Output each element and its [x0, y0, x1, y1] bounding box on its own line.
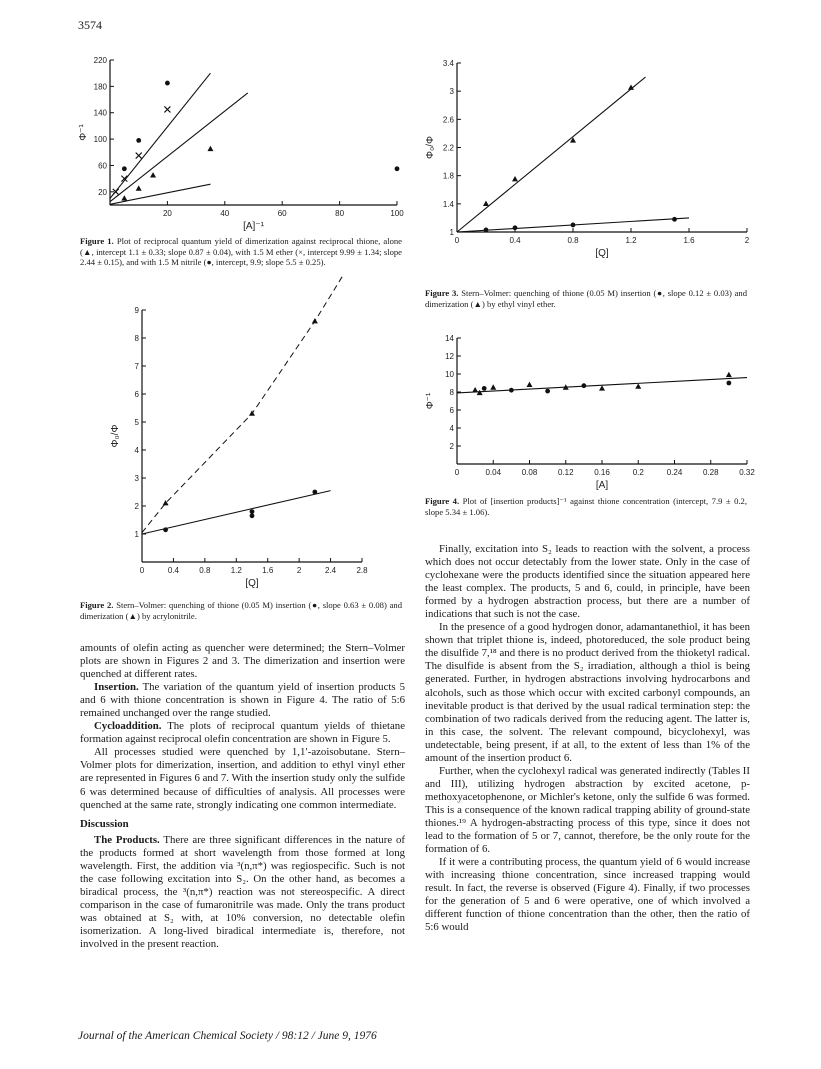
data-point: [483, 201, 489, 206]
x-tick-label: 0.04: [485, 468, 502, 477]
x-tick-label: 0.4: [509, 236, 521, 245]
right-paragraph-1: Finally, excitation into S₂ leads to reaction with the solvent, a process which does not occur detectably from the lower state. Only in the case of cyclohexane were the products identified since the situation appeared here the least complex. The products, 5 and 6, could, in principle, have been formed by a hydrogen abstraction process, but there are a number of indications that such is not the case.: [425, 543, 750, 621]
x-tick-label: 0: [454, 236, 460, 245]
data-point: [509, 388, 514, 393]
data-point: [395, 166, 400, 171]
y-axis-label: Φ⁻¹: [78, 124, 89, 141]
products-heading: The Products.: [94, 833, 160, 846]
series-fit-line: [457, 77, 646, 232]
x-tick-label: 0.4: [167, 566, 179, 575]
x-tick-label: 0.28: [702, 468, 719, 477]
figure-2-chart: [100, 300, 380, 590]
right-paragraph-4: If it were a contributing process, the quantum yield of 6 would increase with increasing thione concentration, since increased trapping would result. In fact, the reverse is observed (Figure 4). Finally, if two processes for the generation of 5 and 6 were operative, one of which involved a different function of thione concentration than the other, then the ratio of 5:6 would: [425, 856, 750, 934]
data-point: [150, 172, 156, 177]
y-tick-label: 1: [134, 530, 139, 539]
x-tick-label: 2: [744, 236, 750, 245]
x-tick-label: 1.2: [230, 566, 242, 575]
x-tick-label: 2.8: [356, 566, 368, 575]
figure-2-caption: [80, 600, 402, 621]
figure-1-caption: [80, 236, 402, 268]
y-tick-label: 3: [449, 87, 454, 97]
y-tick-label: 6: [134, 390, 139, 399]
figure-3-chart: [425, 55, 755, 280]
data-point: [527, 382, 533, 387]
y-tick-label: 4: [134, 446, 139, 455]
data-point: [545, 389, 550, 394]
y-tick-label: 7: [134, 362, 139, 371]
x-tick-label: 20: [162, 209, 172, 218]
y-tick-label: 140: [93, 108, 107, 118]
y-tick-label: 100: [93, 135, 107, 145]
figure-1-label: Figure 1.: [80, 236, 114, 246]
x-tick-label: 40: [220, 209, 230, 218]
y-tick-label: 10: [445, 370, 454, 379]
x-tick-label: 0.12: [557, 468, 574, 477]
x-tick-label: 2: [296, 566, 302, 575]
x-tick-label: 0: [139, 566, 145, 575]
figure-3-label: Figure 3.: [425, 288, 459, 298]
figure-4-chart: [425, 330, 755, 490]
data-point: [726, 372, 732, 377]
right-paragraph-2: In the presence of a good hydrogen donor, adamantanethiol, it has been shown that triplet thione is, indeed, photoreduced, the sole product being the disulfide 7,¹⁸ and there is no product derived from the thioketyl radical. The disulfide is absent from the S₂ irradiation, although a thiol is being generated. Further, in hydrogen abstractions involving hydrocarbons and alcohols, such as those which occur with excited carbonyl compounds, an inevitable product is that derived by the usual radical termination step: the combination of two radicals derived from the reducing agent. The latter is, in this case, the solvent. The relevant compound, bicyclohexyl, was undetectable, being present, if at all, to the extent of less than 1% of the amount of the insertion product 6.: [425, 621, 750, 764]
figure-4-caption: [425, 496, 747, 517]
y-axis-label: Φ₀/Φ: [110, 424, 121, 448]
y-tick-label: 3.4: [442, 59, 454, 68]
data-point: [164, 106, 170, 112]
figure-1-caption-text: Plot of reciprocal quantum yield of dimerization against reciprocal thione, alone (▲, intercept 1.1 ± 0.33; slope 0.87 ± 0.04), with 1.5 M ether (×, intercept 9.99 ± 1.34; slope 2.44 ± 0.15), and with 1.5 M nitrile (●, intercept, 9.9; slope 5.5 ± 0.25).: [80, 236, 402, 268]
y-tick-label: 6: [449, 406, 454, 415]
x-tick-label: 60: [277, 209, 287, 218]
series-dashed-curve: [142, 276, 342, 532]
x-tick-label: 0.8: [199, 566, 211, 575]
figure-2-caption-text: Stern–Volmer: quenching of thione (0.05 M) insertion (●, slope 0.63 ± 0.08) and dimerization (▲) by acrylonitrile.: [80, 600, 402, 621]
products-body: There are three significant differences in the nature of the products formed at short wavelength from those formed at long wavelength. First, the addition via ³(n,π*) was regiospecific. Such is not the case following excitation into S₂. On the other hand, as becomes a biradical process, the ³(n,π*) reaction was not stereospecific. A direct comparison in the case of fumaronitrile was made. Only the trans product was obtained at S₂ with, at 10% conversion, no detectable olefin isomerization. A long-lived biradical intermediate is, therefore, not involved in the present reaction.: [80, 833, 405, 951]
cycloaddition-paragraph: [80, 720, 405, 746]
y-tick-label: 20: [98, 187, 107, 197]
y-tick-label: 1.8: [442, 171, 454, 181]
data-point: [312, 490, 317, 495]
series-fit-line: [142, 491, 331, 534]
products-paragraph: [80, 834, 405, 951]
left-column: [80, 642, 405, 951]
data-point: [250, 509, 255, 514]
data-point: [484, 227, 489, 232]
data-point: [250, 513, 255, 518]
insertion-paragraph: [80, 681, 405, 720]
data-point: [512, 176, 518, 181]
journal-footer: Journal of the American Chemical Society / 98:12 / June 9, 1976: [78, 1030, 377, 1042]
y-tick-label: 2: [449, 442, 454, 451]
left-paragraph-4: All processes studied were quenched by 1,1′-azoisobutane. Stern–Volmer plots for dimerization, insertion, and addition to ethyl vinyl ether are represented in Figures 6 and 7. With the insertion study only the sulfide 6 was determined because of difficulties of analysis. All processes were quenched at the same rate, strongly indicating one common intermediate.: [80, 746, 406, 811]
data-point: [136, 153, 142, 159]
page-number: 3574: [78, 18, 102, 32]
data-point: [599, 385, 605, 390]
insertion-body: The variation of the quantum yield of insertion products 5 and 6 with thione concentration is shown in Figure 4. The ratio of 5:6 remained unchanged over the range studied.: [80, 681, 405, 720]
data-point: [571, 223, 576, 228]
figure-3-caption-text: Stern–Volmer: quenching of thione (0.05 M) insertion (●, slope 0.12 ± 0.03) and dimerization (▲) by ethyl vinyl ether.: [425, 288, 747, 309]
x-tick-label: 0.2: [632, 468, 644, 477]
y-tick-label: 4: [449, 424, 454, 433]
figure-4-caption-text: Plot of [insertion products]⁻¹ against thione concentration (intercept, 7.9 ± 0.2, slope 5.34 ± 1.06).: [425, 496, 748, 517]
x-tick-label: 1.2: [625, 236, 637, 245]
data-point: [477, 390, 483, 395]
y-tick-label: 5: [134, 418, 139, 427]
data-point: [581, 383, 586, 388]
y-tick-label: 9: [134, 306, 139, 315]
y-tick-label: 2.2: [442, 143, 454, 153]
right-paragraph-3: Further, when the cyclohexyl radical was generated indirectly (Tables II and III), utilizing hydrogen abstraction by excited acetone, p-methoxyacetophenone, or Michler's ketone, only the sulfide 6 was formed. This is a consequence of the known radical trapping ability of ground-state thiones.¹⁹ A hydrogen-abstracting process of this type, since it does not lead to the formation of 5 or 7, cannot, therefore, be the only route for the formation of 6.: [425, 764, 750, 856]
y-tick-label: 12: [445, 352, 454, 361]
data-point: [635, 383, 641, 388]
x-tick-label: 0.8: [567, 236, 579, 245]
data-point: [136, 138, 141, 143]
right-column: [425, 543, 750, 934]
data-point: [121, 195, 127, 200]
x-tick-label: 0: [454, 468, 460, 477]
x-tick-label: 0.24: [666, 468, 683, 477]
x-tick-label: 80: [335, 209, 345, 218]
data-point: [122, 166, 127, 171]
x-axis-label: [Q]: [595, 248, 609, 259]
figure-2-label: Figure 2.: [80, 600, 114, 610]
series-fit-line: [110, 184, 210, 204]
y-tick-label: 1: [449, 228, 454, 237]
data-point: [163, 527, 168, 532]
cycloaddition-body: The plots of reciprocal quantum yields of thietane formation against reciprocal olefin concentration are shown in Figure 5.: [80, 720, 405, 746]
x-tick-label: 0.08: [521, 468, 538, 477]
x-tick-label: 1.6: [683, 236, 695, 245]
figure-4-label: Figure 4.: [425, 496, 460, 506]
series-fit-line: [110, 93, 248, 202]
y-axis-label: Φ₀/Φ: [425, 136, 436, 159]
x-tick-label: 0.16: [594, 468, 610, 477]
x-tick-label: 100: [390, 209, 404, 218]
series-fit-line: [110, 73, 210, 198]
y-tick-label: 2: [134, 502, 139, 511]
data-point: [490, 384, 496, 389]
y-axis-label: Φ⁻¹: [425, 392, 436, 410]
y-tick-label: 14: [445, 334, 454, 343]
y-tick-label: 2.6: [442, 115, 454, 125]
cycloaddition-heading: Cycloaddition.: [94, 720, 162, 733]
y-tick-label: 1.4: [442, 199, 454, 209]
data-point: [472, 387, 478, 392]
data-point: [482, 386, 487, 391]
data-point: [207, 146, 213, 151]
y-tick-label: 3: [134, 474, 139, 483]
x-axis-label: [Q]: [245, 578, 259, 589]
y-tick-label: 60: [98, 161, 107, 171]
figure-3-caption: [425, 288, 747, 309]
insertion-heading: Insertion.: [94, 681, 139, 694]
y-tick-label: 8: [449, 388, 454, 397]
data-point: [513, 225, 518, 230]
y-tick-label: 220: [93, 56, 107, 65]
x-tick-label: 2.4: [325, 566, 337, 575]
figure-1-chart: [78, 55, 404, 232]
y-tick-label: 180: [93, 82, 107, 92]
discussion-heading: Discussion: [80, 817, 129, 830]
x-tick-label: 1.6: [262, 566, 274, 575]
data-point: [726, 381, 731, 386]
x-tick-label: 0.32: [739, 468, 755, 477]
y-tick-label: 8: [134, 334, 139, 343]
data-point: [312, 318, 318, 323]
data-point: [136, 185, 142, 190]
x-axis-label: [A]⁻¹: [243, 221, 264, 232]
x-axis-label: [A]: [595, 480, 609, 491]
data-point: [672, 217, 677, 222]
left-paragraph-1: amounts of olefin acting as quencher were determined; the Stern–Volmer plots are shown in Figures 2 and 3. The dimerization and insertion were quenched at different rates.: [80, 642, 405, 681]
data-point: [165, 81, 170, 86]
